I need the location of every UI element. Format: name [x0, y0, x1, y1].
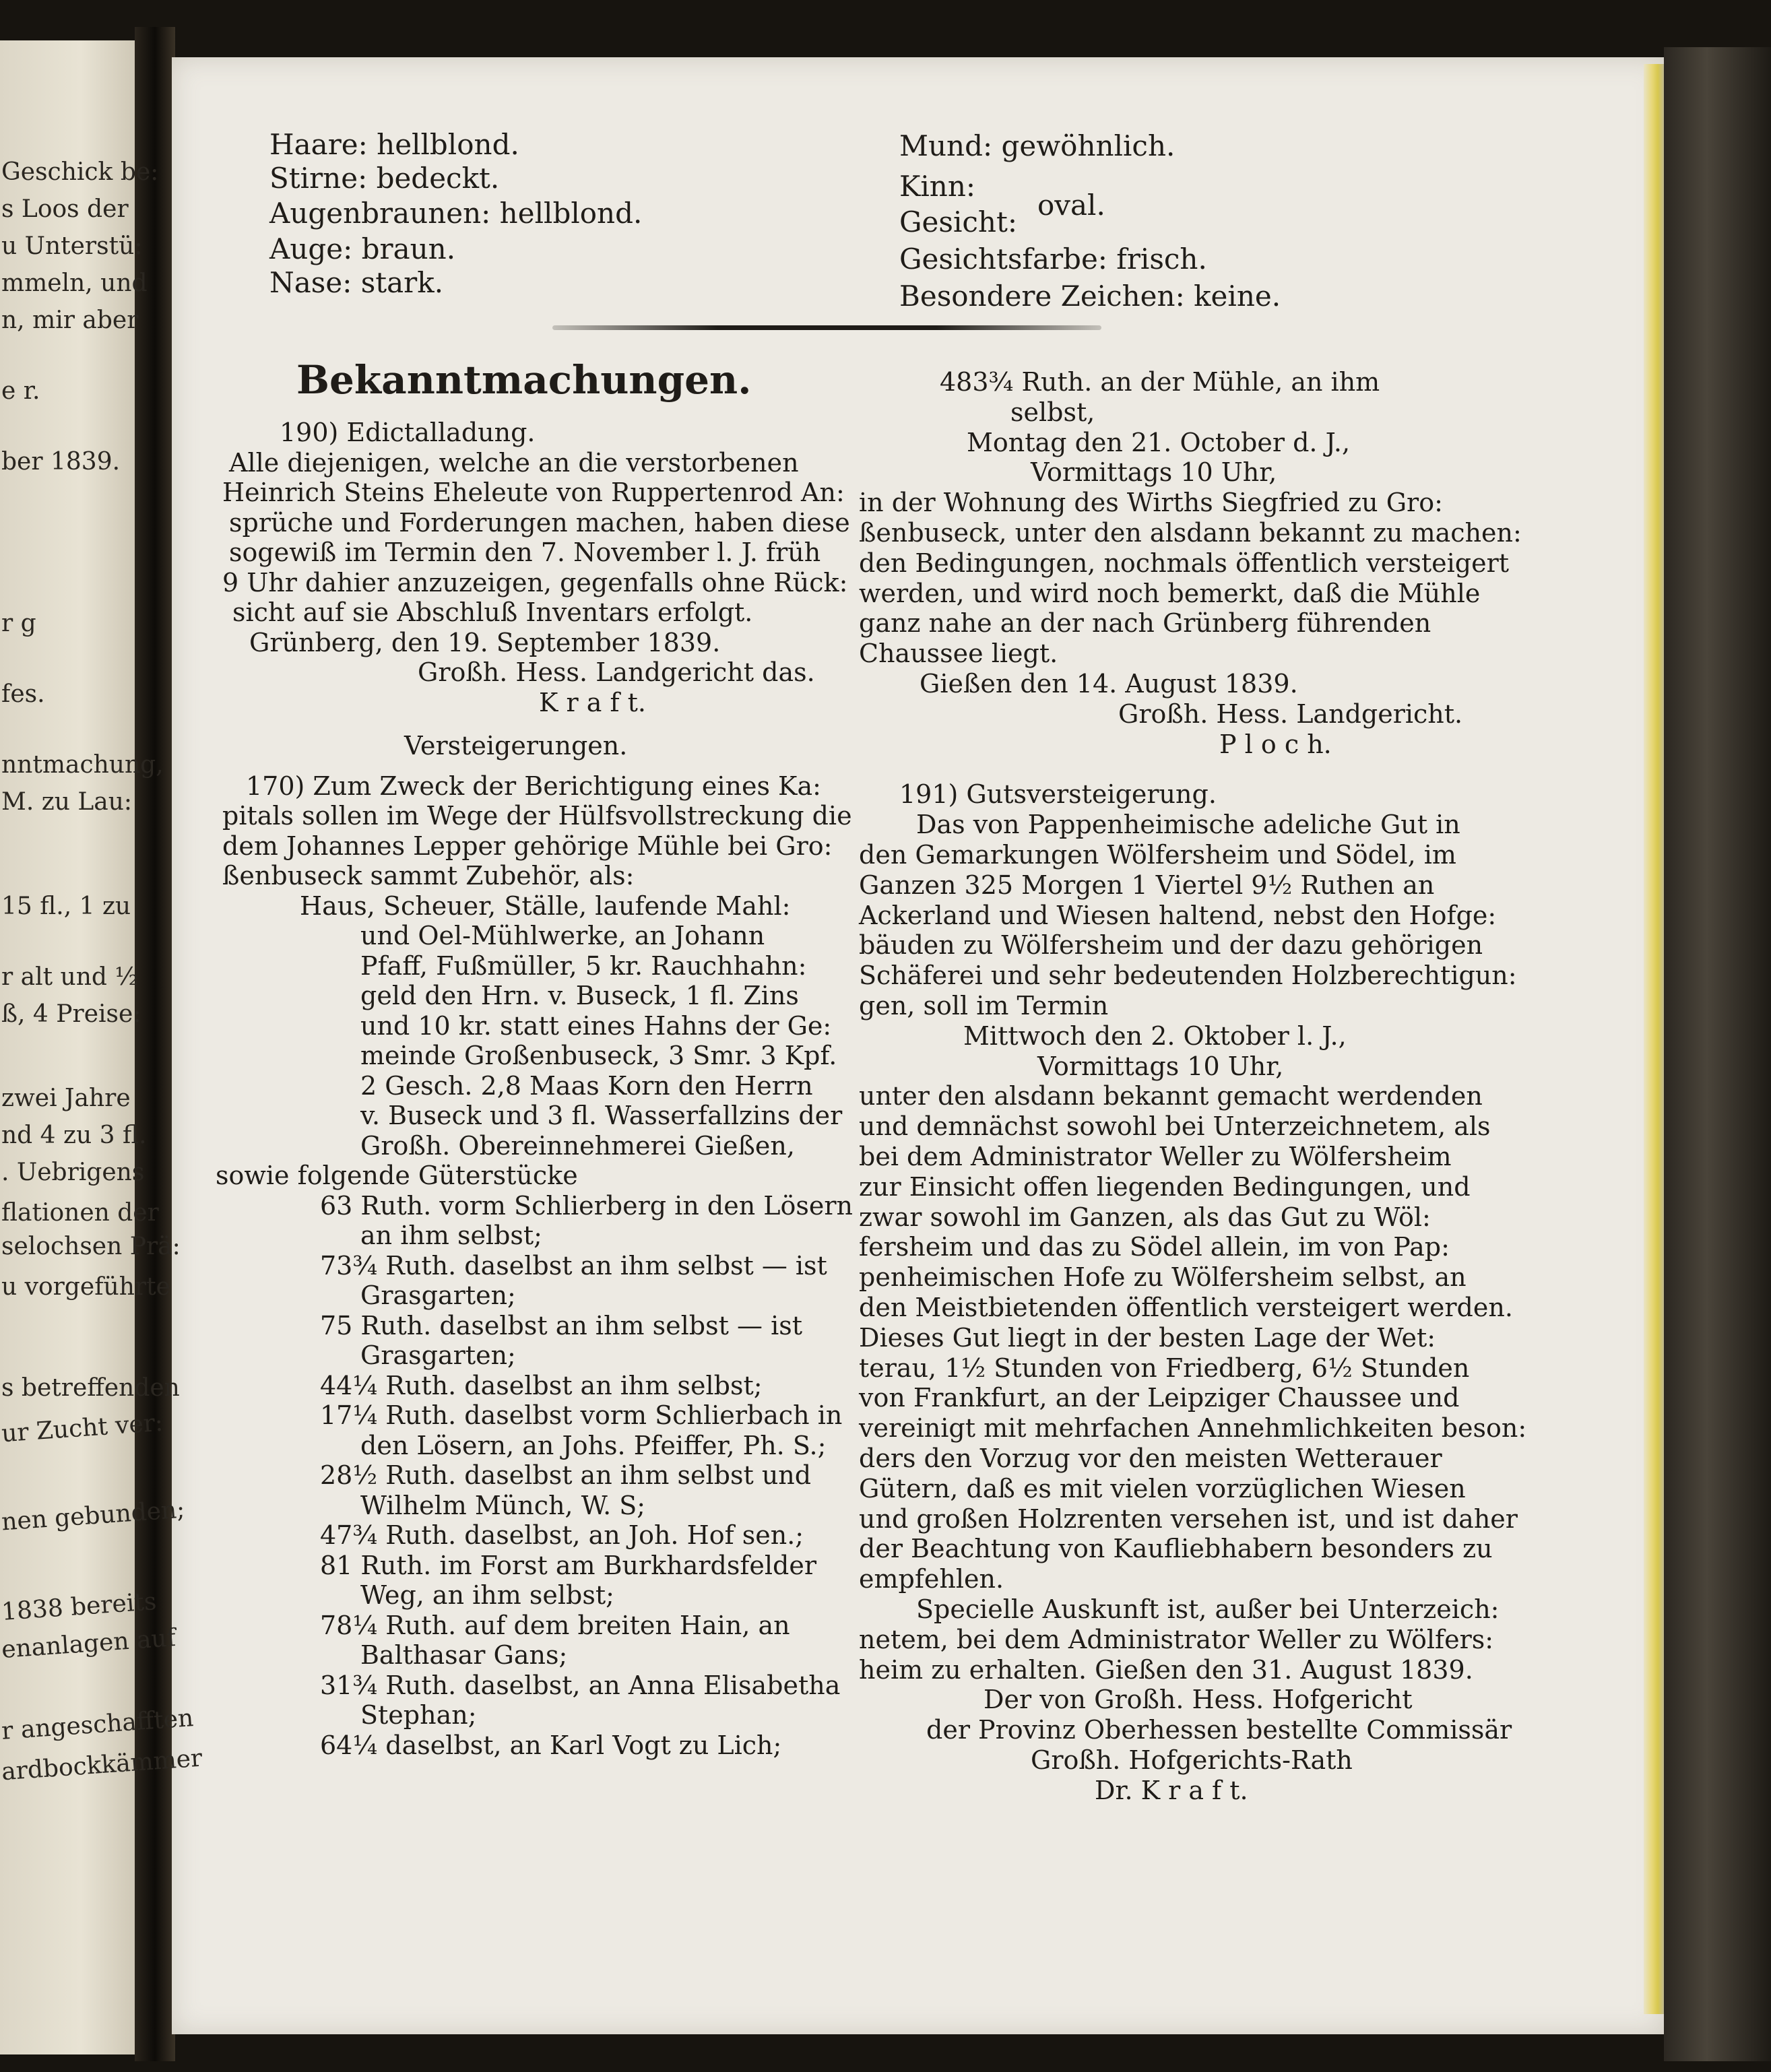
signalement-right-line: oval.: [1037, 189, 1105, 222]
subsection-heading: 191) Gutsversteigerung.: [899, 779, 1217, 809]
page-edge-gilt: [1644, 64, 1664, 2014]
right-column-line: Gießen den 14. August 1839.: [920, 669, 1298, 699]
right-column-line: netem, bei dem Administrator Weller zu Wölfers:: [859, 1625, 1494, 1654]
right-column-line: bei dem Administrator Weller zu Wölfersheim: [859, 1142, 1452, 1171]
right-column-line: Ackerland und Wiesen haltend, nebst den Hofge:: [859, 901, 1497, 930]
left-column-line: 17¼ Ruth. daselbst vorm Schlierbach in: [320, 1400, 843, 1430]
left-page-line: ß, 4 Preise:: [1, 1000, 141, 1028]
signalement-left-line: Auge: braun.: [269, 232, 456, 265]
left-column-line: 47¾ Ruth. daselbst, an Joh. Hof sen.;: [320, 1520, 804, 1550]
right-column-line: Chaussee liegt.: [859, 639, 1058, 668]
right-column-line: Montag den 21. October d. J.,: [967, 428, 1351, 457]
signalement-left-line: Augenbraunen: hellblond.: [269, 197, 643, 230]
signalement-left-line: Nase: stark.: [269, 266, 444, 299]
left-page-line: mmeln, und: [1, 269, 148, 297]
left-page-line: nntmachung,: [1, 751, 164, 779]
left-column-line: 9 Uhr dahier anzuzeigen, gegenfalls ohne Rück:: [222, 568, 848, 597]
right-column-line: Mittwoch den 2. Oktober l. J.,: [963, 1021, 1347, 1051]
signalement-left-line: Haare: hellblond.: [269, 128, 519, 161]
left-page-line: flationen der: [1, 1199, 159, 1227]
right-column-line: empfehlen.: [859, 1564, 1004, 1594]
right-column-line: 483¾ Ruth. an der Mühle, an ihm: [940, 367, 1380, 397]
section-divider-rule: [552, 325, 1101, 330]
left-page-line: u Unterstü:: [1, 232, 143, 260]
right-column-line: ßenbuseck, unter den alsdann bekannt zu machen:: [859, 518, 1522, 548]
section-heading: Bekanntmachungen.: [296, 357, 752, 403]
signalement-right-line: Mund: gewöhnlich.: [899, 129, 1176, 162]
right-column-line: ganz nahe an der nach Grünberg führenden: [859, 608, 1431, 638]
left-column-line: 73¾ Ruth. daselbst an ihm selbst — ist: [320, 1251, 827, 1281]
left-column-line: und Oel-Mühlwerke, an Johann: [360, 921, 765, 950]
right-column-line: der Beachtung von Kaufliebhabern besonders zu: [859, 1534, 1493, 1563]
right-column-line: den Bedingungen, nochmals öffentlich versteigert: [859, 548, 1510, 578]
right-column-line: zur Einsicht offen liegenden Bedingungen, und: [859, 1172, 1471, 1202]
left-column-line: pitals sollen im Wege der Hülfsvollstreckung die: [222, 801, 852, 831]
right-column-line: der Provinz Oberhessen bestellte Commissär: [926, 1715, 1512, 1745]
right-column-line: Dr. K r a f t.: [1095, 1776, 1248, 1805]
right-column-line: Schäferei und sehr bedeutenden Holzberechtigun:: [859, 961, 1517, 990]
right-column-line: unter den alsdann bekannt gemacht werdenden: [859, 1081, 1483, 1111]
right-column-line: vereinigt mit mehrfachen Annehmlichkeiten beson:: [859, 1413, 1527, 1443]
left-column-line: meinde Großenbuseck, 3 Smr. 3 Kpf.: [360, 1041, 837, 1070]
right-column-line: und großen Holzrenten versehen ist, und ist daher: [859, 1504, 1518, 1534]
right-column-line: in der Wohnung des Wirths Siegfried zu Gro:: [859, 488, 1443, 517]
right-column-line: gen, soll im Termin: [859, 991, 1109, 1021]
left-page-line: selochsen Prä:: [1, 1233, 181, 1260]
left-column-line: ßenbuseck sammt Zubehör, als:: [222, 861, 635, 891]
left-page-line: ur Zucht ver:: [0, 1409, 164, 1448]
left-column-line: 81 Ruth. im Forst am Burkhardsfelder: [320, 1551, 817, 1580]
left-page-line: s betreffenden: [1, 1374, 180, 1402]
signalement-right-line: Kinn:: [899, 170, 976, 203]
left-page-line: nen gebunden;: [0, 1495, 186, 1536]
left-page-line: zwei Jahre: [1, 1084, 131, 1112]
subsection-heading: 190) Edictalladung.: [280, 418, 536, 447]
right-column-line: Specielle Auskunft ist, außer bei Unterzeich:: [916, 1594, 1500, 1624]
right-column-line: penheimischen Hofe zu Wölfersheim selbst, an: [859, 1262, 1467, 1292]
left-column-line: und 10 kr. statt eines Hahns der Ge:: [360, 1011, 832, 1041]
left-column-line: 2 Gesch. 2,8 Maas Korn den Herrn: [360, 1071, 813, 1101]
right-column-line: und demnächst sowohl bei Unterzeichnetem, als: [859, 1111, 1491, 1141]
left-column-line: 78¼ Ruth. auf dem breiten Hain, an: [320, 1611, 790, 1640]
right-column-line: Gütern, daß es mit vielen vorzüglichen Wiesen: [859, 1474, 1466, 1503]
left-column-line: Pfaff, Fußmüller, 5 kr. Rauchhahn:: [360, 951, 807, 981]
left-column-line: dem Johannes Lepper gehörige Mühle bei Gro:: [222, 831, 833, 861]
right-column-line: werden, und wird noch bemerkt, daß die Mühle: [859, 579, 1481, 608]
left-column-line: an ihm selbst;: [360, 1221, 542, 1250]
left-page-line: ardbockkämmer: [0, 1744, 203, 1786]
right-column-line: heim zu erhalten. Gießen den 31. August 1839.: [859, 1655, 1473, 1685]
left-column-line: Großh. Obereinnehmerei Gießen,: [360, 1131, 795, 1161]
left-page-line: e r.: [1, 377, 40, 405]
left-column-line: 28½ Ruth. daselbst an ihm selbst und: [320, 1460, 812, 1490]
left-column-line: Grünberg, den 19. September 1839.: [249, 628, 721, 657]
signalement-left-line: Stirne: bedeckt.: [269, 162, 500, 195]
left-column-line: den Lösern, an Johs. Pfeiffer, Ph. S.;: [360, 1431, 827, 1460]
left-page-line: nd 4 zu 3 fl.: [1, 1122, 147, 1149]
left-page-line: r angeschafften: [0, 1704, 195, 1745]
left-column-line: sprüche und Forderungen machen, haben diese: [229, 508, 850, 538]
left-column-line: Grasgarten;: [360, 1340, 516, 1370]
left-column-line: Großh. Hess. Landgericht das.: [418, 657, 815, 687]
left-column-line: Wilhelm Münch, W. S;: [360, 1491, 646, 1520]
left-page-line: M. zu Lau:: [1, 788, 133, 816]
right-column-line: Dieses Gut liegt in der besten Lage der Wet:: [859, 1323, 1436, 1353]
right-column-line: terau, 1½ Stunden von Friedberg, 6½ Stunden: [859, 1353, 1470, 1383]
left-page-line: 1838 bereits: [0, 1588, 158, 1626]
left-column-line: Haus, Scheuer, Ställe, laufende Mahl:: [300, 891, 791, 921]
right-column-line: fersheim und das zu Södel allein, im von Pap:: [859, 1232, 1450, 1262]
left-column-line: Weg, an ihm selbst;: [360, 1580, 614, 1610]
right-column-line: Großh. Hofgerichts-Rath: [1031, 1745, 1353, 1775]
left-column-line: 170) Zum Zweck der Berichtigung eines Ka:: [246, 771, 821, 801]
right-column-line: zwar sowohl im Ganzen, als das Gut zu Wöl:: [859, 1202, 1431, 1232]
left-page-line: r alt und ½: [1, 963, 139, 991]
book-cover-edge: [1664, 47, 1771, 2061]
right-column-line: bäuden zu Wölfersheim und der dazu gehörigen: [859, 930, 1483, 960]
right-column-line: Ganzen 325 Morgen 1 Viertel 9½ Ruthen an: [859, 870, 1435, 900]
left-page-line: . Uebrigens: [1, 1159, 145, 1186]
left-column-line: 75 Ruth. daselbst an ihm selbst — ist: [320, 1311, 802, 1340]
right-column-line: ders den Vorzug vor den meisten Wetterauer: [859, 1444, 1442, 1473]
left-column-line: Alle diejenigen, welche an die verstorbenen: [229, 448, 799, 478]
right-column-line: den Meistbietenden öffentlich versteigert werden.: [859, 1293, 1513, 1322]
left-page-line: 15 fl., 1 zu: [1, 893, 131, 920]
left-column-line: 31¾ Ruth. daselbst, an Anna Elisabetha: [320, 1671, 841, 1700]
right-column-line: selbst,: [1010, 397, 1095, 427]
left-page-line: s Loos der: [1, 195, 129, 223]
left-column-line: sowie folgende Güterstücke: [216, 1161, 578, 1190]
left-page-line: fes.: [1, 680, 45, 708]
right-column-line: Der von Großh. Hess. Hofgericht: [984, 1685, 1413, 1714]
left-page-line: Geschick be:: [1, 158, 159, 186]
subsection-heading: Versteigerungen.: [404, 731, 628, 760]
left-column-line: 63 Ruth. vorm Schlierberg in den Lösern: [320, 1191, 853, 1221]
right-column-line: den Gemarkungen Wölfersheim und Södel, im: [859, 840, 1456, 870]
left-column-line: Heinrich Steins Eheleute von Ruppertenrod An:: [222, 478, 845, 507]
signalement-right-line: Gesicht:: [899, 205, 1017, 238]
left-column-line: sogewiß im Termin den 7. November l. J. früh: [229, 538, 821, 567]
signalement-right-line: Gesichtsfarbe: frisch.: [899, 242, 1207, 276]
left-page-line: u vorgeführte: [1, 1273, 170, 1301]
left-column-line: Balthasar Gans;: [360, 1640, 568, 1670]
left-column-line: sicht auf sie Abschluß Inventars erfolgt.: [232, 597, 753, 627]
left-column-line: geld den Hrn. v. Buseck, 1 fl. Zins: [360, 981, 799, 1010]
signalement-right-line: Besondere Zeichen: keine.: [899, 280, 1281, 313]
left-column-line: Grasgarten;: [360, 1281, 516, 1310]
right-column-line: Vormittags 10 Uhr,: [1031, 457, 1277, 487]
left-column-line: 44¼ Ruth. daselbst an ihm selbst;: [320, 1371, 763, 1400]
right-column-line: von Frankfurt, an der Leipziger Chaussee und: [859, 1383, 1460, 1413]
left-column-line: Stephan;: [360, 1700, 477, 1730]
left-page-line: ber 1839.: [1, 448, 121, 476]
left-column-line: K r a f t.: [539, 688, 646, 717]
left-column-line: v. Buseck und 3 fl. Wasserfallzins der: [360, 1101, 843, 1130]
right-column-line: Vormittags 10 Uhr,: [1037, 1051, 1284, 1081]
left-page-line: enanlagen auf: [0, 1624, 177, 1664]
left-column-line: 64¼ daselbst, an Karl Vogt zu Lich;: [320, 1730, 782, 1760]
right-column-line: P l o c h.: [1219, 730, 1332, 759]
right-column-line: Das von Pappenheimische adeliche Gut in: [916, 810, 1460, 839]
right-column-line: Großh. Hess. Landgericht.: [1118, 699, 1463, 729]
left-page-line: n, mir aber: [1, 306, 139, 334]
left-page-line: r g: [1, 610, 36, 637]
